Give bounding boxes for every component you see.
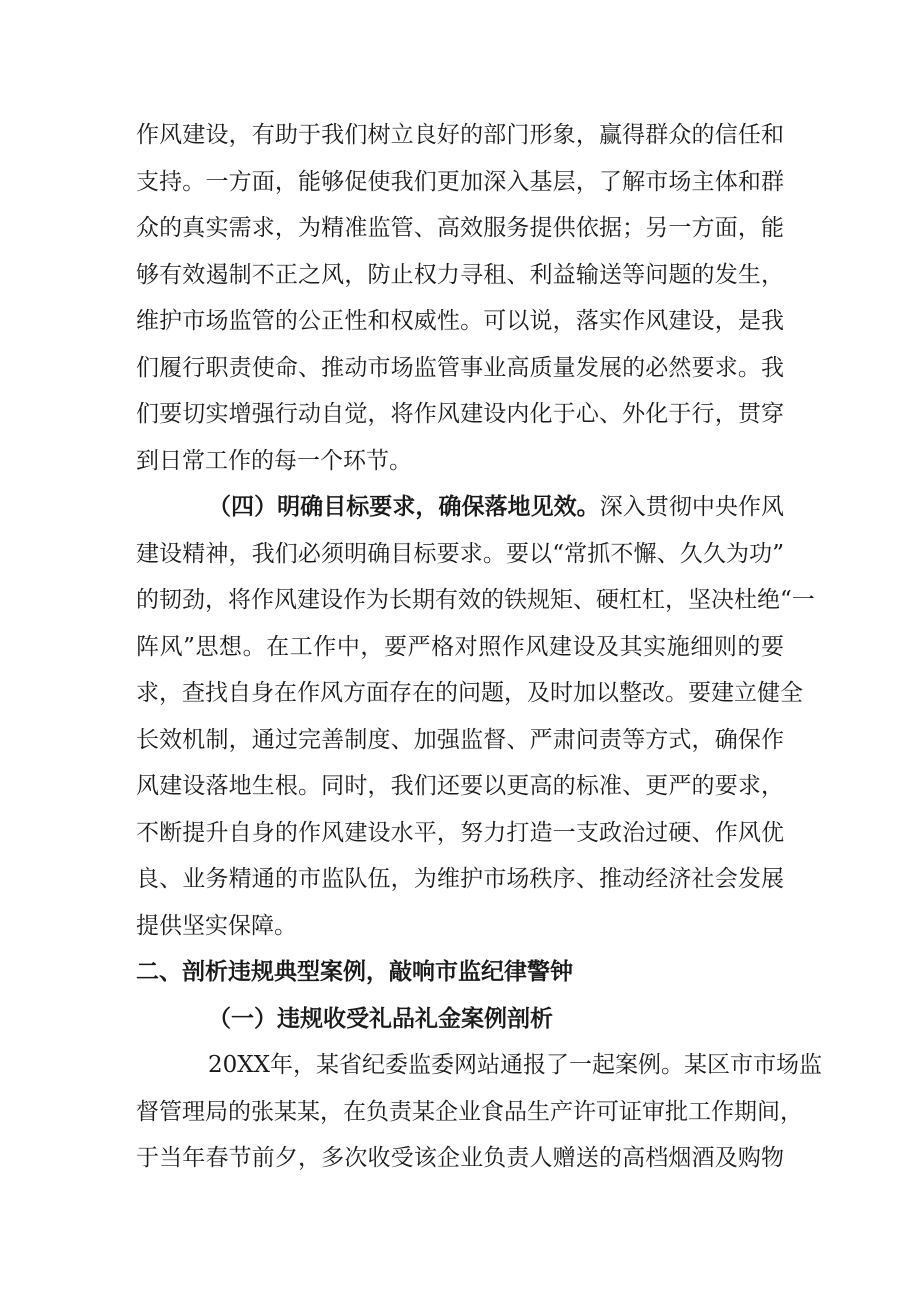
paragraph-line: 提供坚实保障。 [136,912,297,939]
document-body [136,112,823,1182]
paragraph-line: 众的真实需求，为精准监管、高效服务提供依据；另一方面，能 [136,215,784,241]
paragraph-line: 的韧劲，将作风建设作为长期有效的铁规矩、硬杠杠，坚决杜绝“一 [136,587,815,613]
paragraph-line: 于当年春节前夕，多次收受该企业负责人赠送的高档烟酒及购物 [136,1145,784,1171]
paragraph-line: 风建设落地生根。同时，我们还要以更高的标准、更严的要求， [136,773,784,799]
inline-heading: （四）明确目标要求，确保落地见效。 [208,493,600,520]
paragraph-line: 作风建设，有助于我们树立良好的部门形象，赢得群众的信任和 [136,122,784,148]
paragraph-first-line [136,484,784,531]
paragraph-line: 阵风”思想。在工作中，要严格对照作风建设及其实施细则的要 [136,633,784,660]
paragraph-line: 维护市场监管的公正性和权威性。可以说，落实作风建设，是我 [136,308,784,334]
paragraph-line: 建设精神，我们必须明确目标要求。要以“常抓不懈、久久为功” [136,540,784,567]
paragraph-line: 们要切实增强行动自觉，将作风建设内化于心、外化于行，贯穿 [136,401,784,427]
paragraph-line: 支持。一方面，能够促使我们更加深入基层，了解市场主体和群 [136,168,784,195]
paragraph-line: 督管理局的张某某，在负责某企业食品生产许可证审批工作期间， [136,1098,803,1125]
paragraph-line: 长效机制，通过完善制度、加强监督、严肃问责等方式，确保作 [136,726,784,753]
paragraph-line: 不断提升自身的作风建设水平，努力打造一支政治过硬、作风优 [136,819,784,846]
paragraph-line: 到日常工作的每一个环节。 [136,447,412,474]
section-heading: 二、剖析违规典型案例，敲响市监纪律警钟 [136,958,573,985]
paragraph-text: 深入贯彻中央作风 [599,494,785,520]
paragraph-line: 够有效遏制不正之风，防止权力寻租、利益输送等问题的发生， [136,261,784,288]
sub-heading: （一）违规收受礼品礼金案例剖析 [208,1004,553,1032]
paragraph-line: 求，查找自身在作风方面存在的问题，及时加以整改。要建立健全 [136,680,803,706]
paragraph-line: 良、业务精通的市监队伍，为维护市场秩序、推动经济社会发展 [136,866,784,892]
paragraph-line: 们履行职责使命、推动市场监管事业高质量发展的必然要求。我 [136,354,784,381]
paragraph-first-line: 20XX年，某省纪委监委网站通报了一起案例。某区市市场监 [208,1052,823,1078]
